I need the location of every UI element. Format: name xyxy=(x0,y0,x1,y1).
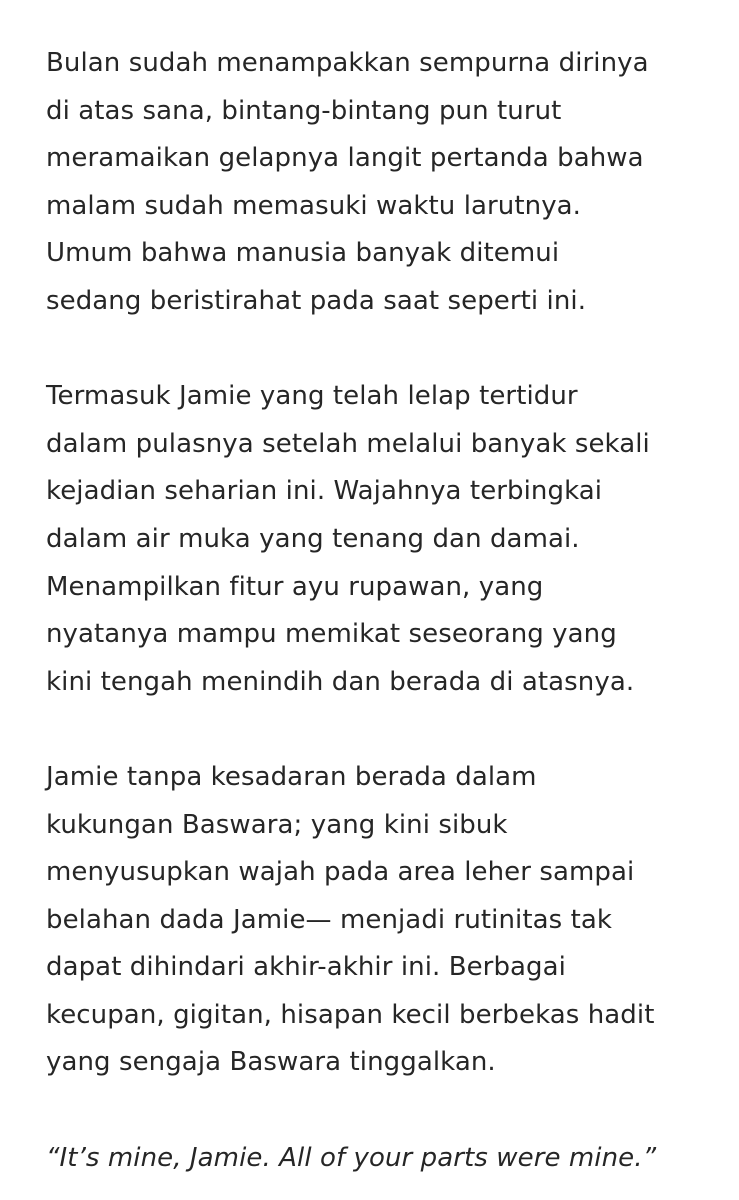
paragraph-3 xyxy=(46,754,716,1087)
text-line: kini tengah menindih dan berada di atasnya. xyxy=(46,666,635,697)
paragraph-1 xyxy=(46,40,716,326)
text-line: kejadian seharian ini. Wajahnya terbingkai xyxy=(46,476,603,507)
text-line: dalam air muka yang tenang dan damai. xyxy=(46,523,580,554)
text-line: sedang beristirahat pada saat seperti ini. xyxy=(46,285,587,316)
text-line: yang sengaja Baswara tinggalkan. xyxy=(46,1047,496,1078)
text-line: Umum bahwa manusia banyak ditemui xyxy=(46,238,560,269)
text-line: nyatanya mampu memikat seseorang yang xyxy=(46,619,617,650)
text-line: dapat dihindari akhir-akhir ini. Berbagai xyxy=(46,952,566,983)
text-line: meramaikan gelapnya langit pertanda bahwa xyxy=(46,143,644,174)
text-line: Menampilkan fitur ayu rupawan, yang xyxy=(46,571,544,602)
text-line: Termasuk Jamie yang telah lelap tertidur xyxy=(46,381,578,412)
text-line: kecupan, gigitan, hisapan kecil berbekas hadit xyxy=(46,999,655,1030)
text-line: di atas sana, bintang-bintang pun turut xyxy=(46,95,562,126)
text-line: dalam pulasnya setelah melalui banyak sekali xyxy=(46,428,650,459)
article-body xyxy=(46,40,716,1182)
text-line: belahan dada Jamie— menjadi rutinitas tak xyxy=(46,904,612,935)
paragraph-2 xyxy=(46,373,716,706)
text-line: kukungan Baswara; yang kini sibuk xyxy=(46,809,508,840)
text-line: malam sudah memasuki waktu larutnya. xyxy=(46,190,582,221)
text-line: Jamie tanpa kesadaran berada dalam xyxy=(46,761,537,792)
dialogue-quote xyxy=(46,1135,716,1183)
text-line: Bulan sudah menampakkan sempurna dirinya xyxy=(46,48,649,78)
text-line: menyusupkan wajah pada area leher sampai xyxy=(46,857,635,888)
quote-line: “It’s mine, Jamie. All of your parts were mine.” xyxy=(46,1142,657,1173)
